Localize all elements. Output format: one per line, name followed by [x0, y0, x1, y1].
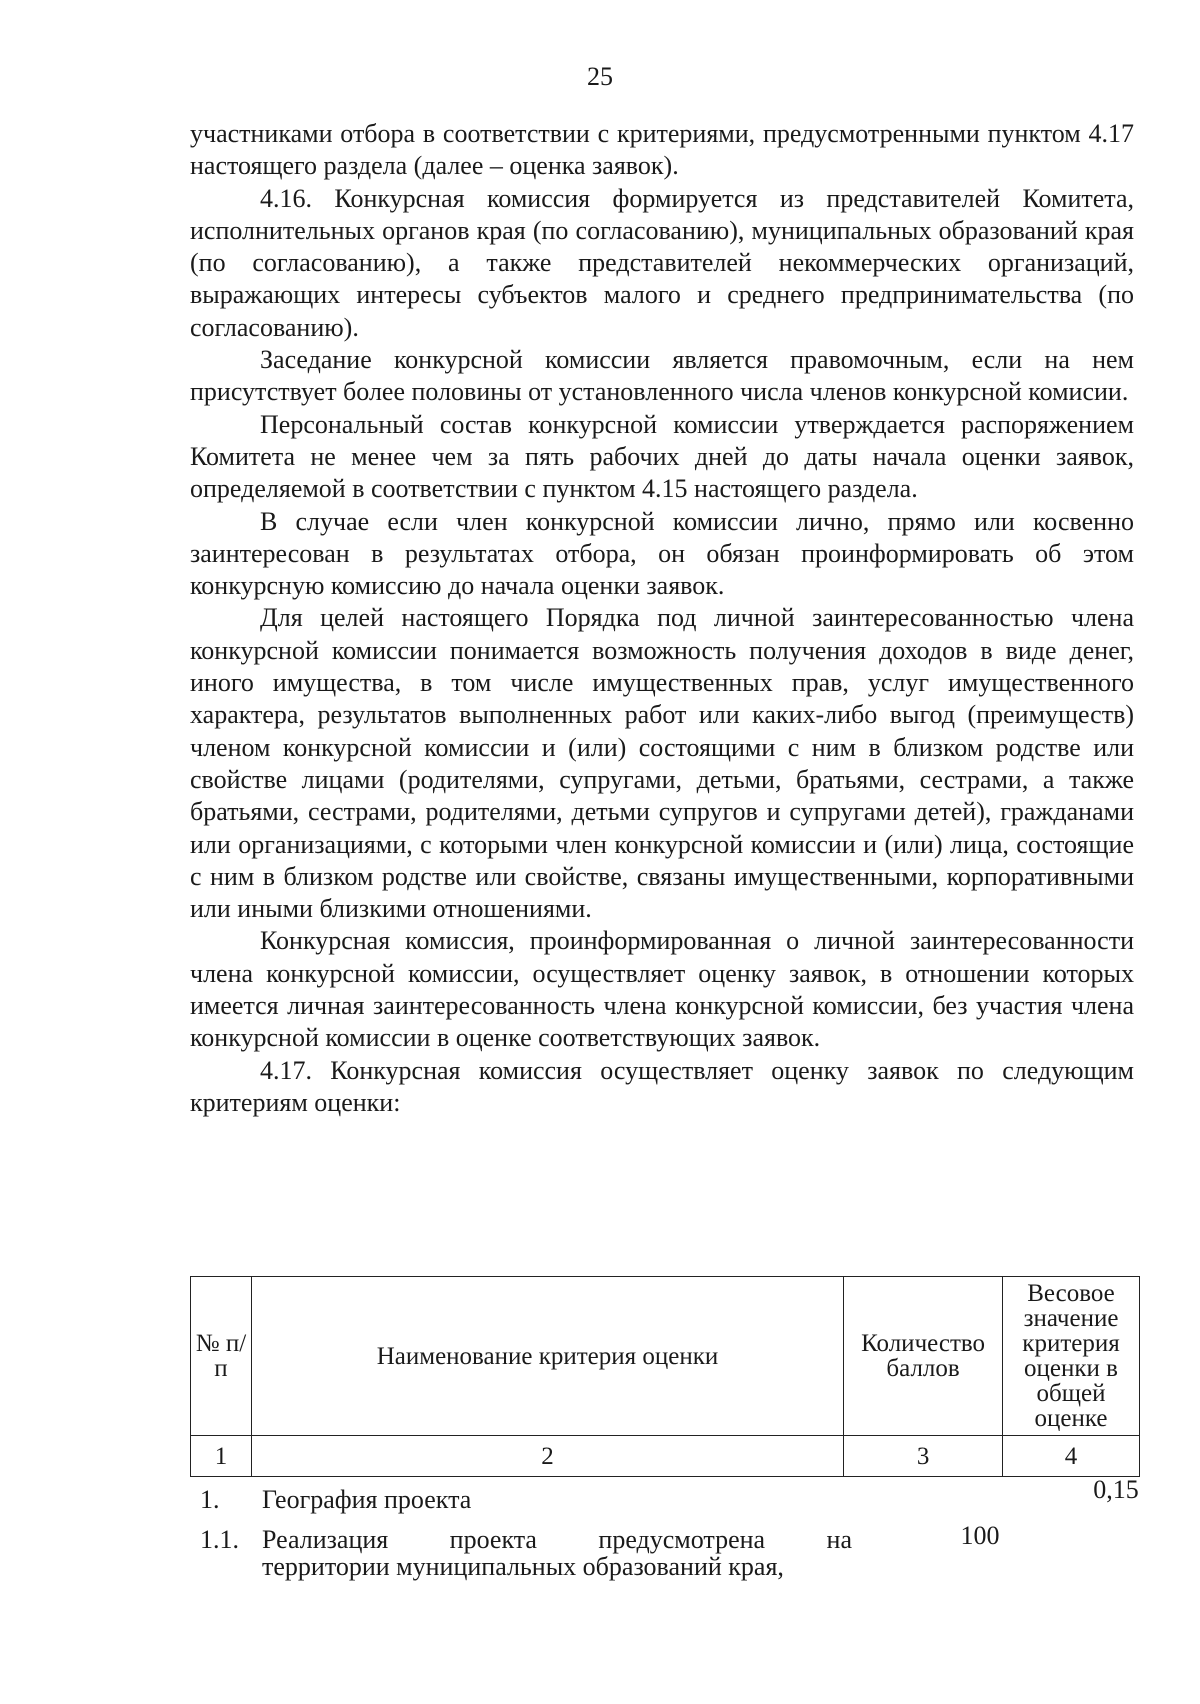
column-number: 3 [844, 1436, 1003, 1477]
paragraph-definition: Для целей настоящего Порядка под личной заинтересованностью члена конкурсной комиссии понимается возможность получения доходов в виде денег, иного имущества, в том числе имущественных прав, услуг имущественного характера, результатов выполненных работ или каких-либо выгод (преимуществ) членом конкурсной комиссии и (или) состоящими с ним в близком родстве или свойстве лицами (родителями, супругами, детьми, братьями, сестрами, а также братьями, сестрами, родителями, детьми супругов и супругами детей), гражданами или организациями, с которыми член конкурсной комиссии и (или) лица, состоящие с ним в близком родстве или свойстве, связаны имущественными, корпоративными или иными близкими отношениями. [190, 603, 1134, 924]
row-num: 1.1. [200, 1525, 239, 1554]
row-weight: 0,15 [1093, 1475, 1139, 1504]
paragraph-composition: Персональный состав конкурсной комиссии утверждается распоряжением Комитета не менее чем за пять рабочих дней до даты начала оценки заявок, определяемой в соответствии с пунктом 4.15 настоящего раздела. [190, 409, 1134, 504]
paragraph-evaluation: Конкурсная комиссия, проинформированная о личной заинтересованности члена конкурсной комиссии, осуществляет оценку заявок, в отношении которых имеется личная заинтересованность члена конкурсной комиссии, без участия члена конкурсной комиссии в оценке соответствующих заявок. [190, 926, 1134, 1053]
row-score: 100 [960, 1521, 1000, 1550]
header-weight: Весовое значение критерия оценки в общей оценке [1003, 1277, 1140, 1436]
paragraph-1: участниками отбора в соответствии с критериями, предусмотренными пунктом 4.17 настоящего раздела (далее – оценка заявок). [190, 119, 1134, 181]
criteria-rows [190, 1475, 1140, 1581]
row-num: 1. [200, 1485, 220, 1514]
column-number: 4 [1003, 1436, 1140, 1477]
document-body [190, 118, 1134, 1119]
paragraph-4-16: 4.16. Конкурсная комиссия формируется из представителей Комитета, исполнительных органов края (по согласованию), муниципальных образований края (по согласованию), а также представителей некоммерческих организаций, выражающих интересы субъектов малого и среднего предпринимательства (по согласованию). [190, 183, 1134, 342]
row-title-line: Реализация проекта предусмотрена на [262, 1525, 852, 1554]
table-row [190, 1475, 1140, 1526]
header-name: Наименование критерия оценки [251, 1277, 843, 1436]
column-number: 2 [251, 1436, 843, 1477]
column-number: 1 [191, 1436, 252, 1477]
paragraph-quorum: Заседание конкурсной комиссии является правомочным, если на нем присутствует более половины от установленного числа членов конкурсной комисии. [190, 345, 1134, 407]
header-score: Количество баллов [844, 1277, 1003, 1436]
table-column-numbers-row [191, 1436, 1140, 1477]
header-num: № п/п [191, 1277, 252, 1436]
paragraph-interest: В случае если член конкурсной комиссии лично, прямо или косвенно заинтересован в результатах отбора, он обязан проинформировать об этом конкурсную комиссию до начала оценки заявок. [190, 506, 1134, 601]
row-title-line: территории муниципальных образований края, [262, 1552, 784, 1581]
table-header-row [191, 1277, 1140, 1436]
page-number: 25 [587, 62, 613, 91]
paragraph-4-17: 4.17. Конкурсная комиссия осуществляет оценку заявок по следующим критериям оценки: [190, 1055, 1134, 1117]
row-title [262, 1526, 852, 1580]
criteria-table [190, 1276, 1140, 1477]
row-title: География проекта [262, 1485, 472, 1514]
